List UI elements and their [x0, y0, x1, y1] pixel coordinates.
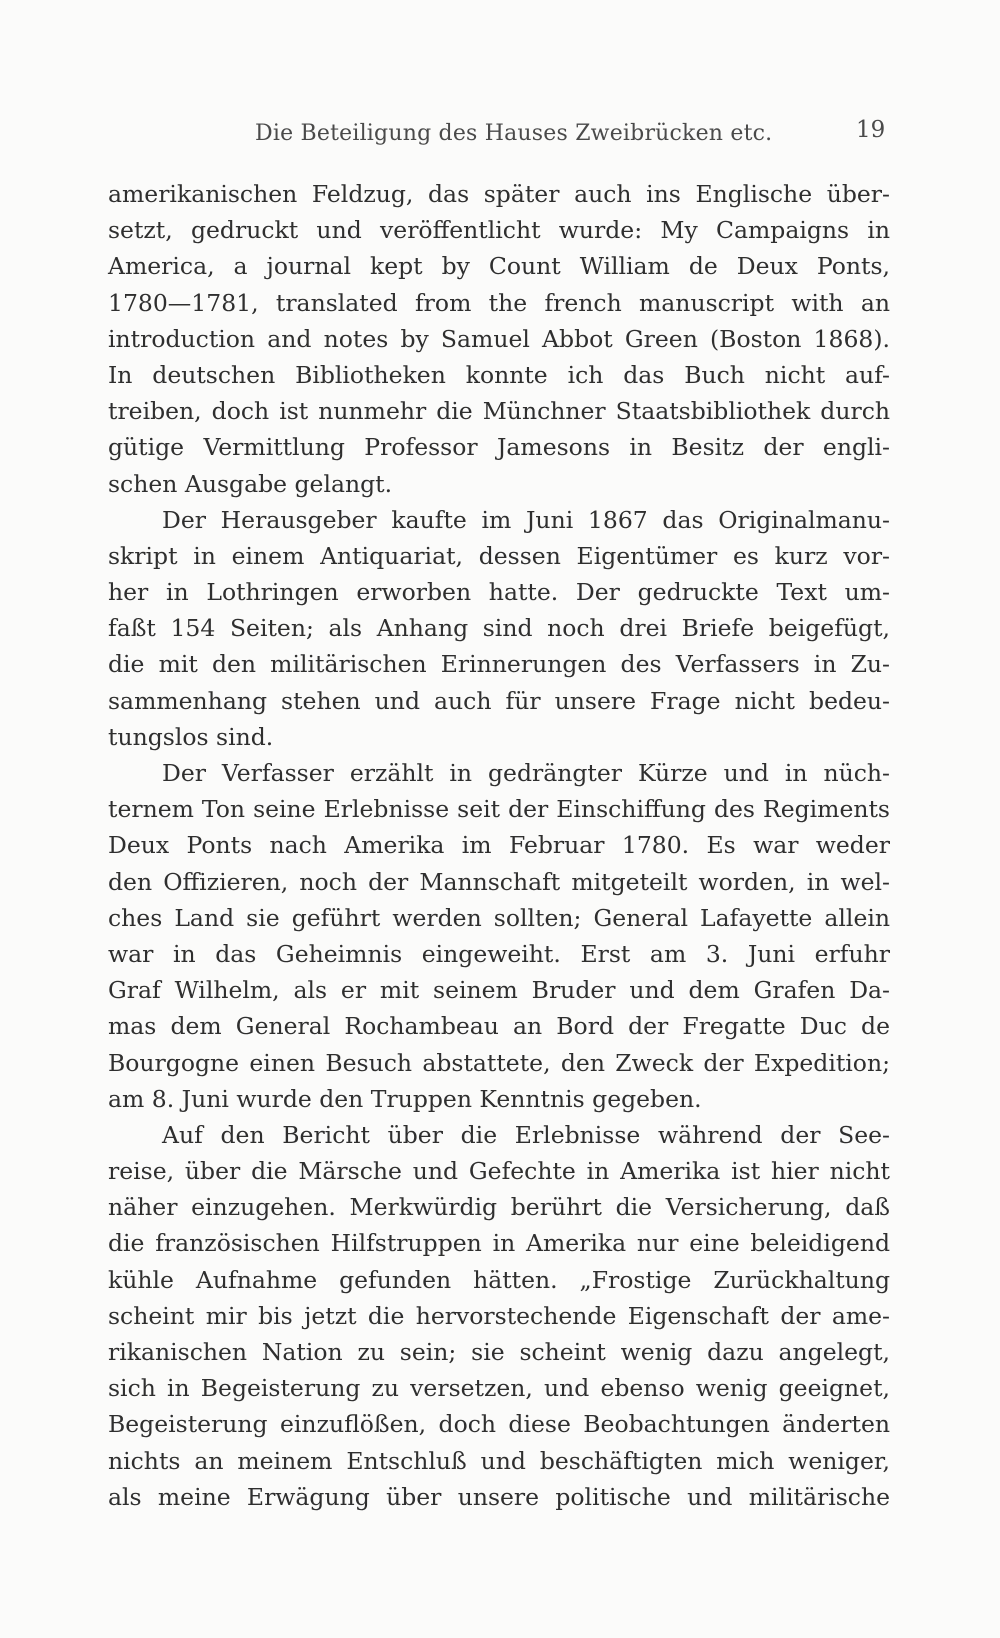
text-line: tungslos sind. [108, 722, 274, 751]
text-line: introduction and notes by Samuel Abbot Green (Boston 1868). [108, 324, 890, 353]
text-line: America, a journal kept by Count William de Deux Ponts, [108, 252, 890, 281]
body-text [108, 176, 890, 1515]
text-line: Begeisterung einzuflößen, doch diese Beobachtungen änderten [108, 1410, 890, 1439]
text-line: reise, über die Märsche und Gefechte in Amerika ist hier nicht [108, 1157, 890, 1186]
running-title: Die Beteiligung des Hauses Zweibrücken etc. [255, 121, 773, 146]
text-line: Graf Wilhelm, als er mit seinem Bruder und dem Grafen Da- [108, 976, 890, 1005]
text-line: setzt, gedruckt und veröffentlicht wurde: My Campaigns in [108, 216, 890, 245]
text-line: sich in Begeisterung zu versetzen, und ebenso wenig geeignet, [108, 1374, 890, 1403]
text-line: Auf den Bericht über die Erlebnisse während der See- [162, 1120, 890, 1149]
text-line: war in das Geheimnis eingeweiht. Erst am 3. Juni erfuhr [108, 939, 890, 968]
text-line: sammenhang stehen und auch für unsere Frage nicht bedeu- [108, 686, 890, 715]
text-line: 1780—1781, translated from the french manuscript with an [108, 288, 890, 317]
text-line: Der Verfasser erzählt in gedrängter Kürze und in nüch- [162, 759, 890, 787]
text-line: Der Herausgeber kaufte im Juni 1867 das Originalmanu- [162, 505, 890, 534]
text-line: ternem Ton seine Erlebnisse seit der Einschiffung des Regiments [108, 795, 890, 824]
text-line: am 8. Juni wurde den Truppen Kenntnis gegeben. [108, 1084, 702, 1113]
text-line: Bourgogne einen Besuch abstattete, den Zweck der Expedition; [108, 1048, 890, 1077]
text-line: skript in einem Antiquariat, dessen Eigentümer es kurz vor- [108, 541, 890, 570]
text-line: mas dem General Rochambeau an Bord der Fregatte Duc de [108, 1012, 890, 1041]
text-line: amerikanischen Feldzug, das später auch ins Englische über- [108, 180, 890, 208]
text-line: gütige Vermittlung Professor Jamesons in Besitz der engli- [108, 433, 890, 462]
text-line: In deutschen Bibliotheken konnte ich das Buch nicht auf- [108, 360, 890, 389]
text-line: kühle Aufnahme gefunden hätten. „Frostige Zurückhaltung [108, 1265, 890, 1294]
text-line: näher einzugehen. Merkwürdig berührt die Versicherung, daß [108, 1193, 890, 1222]
text-line: Deux Ponts nach Amerika im Februar 1780. Es war weder [108, 831, 890, 860]
text-line: als meine Erwägung über unsere politische und militärische [108, 1482, 890, 1511]
text-line: ches Land sie geführt werden sollten; General Lafayette allein [108, 903, 890, 932]
text-line: den Offizieren, noch der Mannschaft mitgeteilt worden, in wel- [108, 867, 890, 896]
text-line: scheint mir bis jetzt die hervorstechende Eigenschaft der ame- [108, 1301, 890, 1330]
text-line: rikanischen Nation zu sein; sie scheint wenig dazu angelegt, [108, 1338, 890, 1366]
text-line: schen Ausgabe gelangt. [108, 469, 393, 498]
text-line: her in Lothringen erworben hatte. Der gedruckte Text um- [108, 578, 890, 607]
text-line: treiben, doch ist nunmehr die Münchner Staatsbibliothek durch [108, 397, 890, 426]
text-line: faßt 154 Seiten; als Anhang sind noch drei Briefe beigefügt, [108, 614, 890, 643]
text-line: die französischen Hilfstruppen in Amerika nur eine beleidigend [108, 1229, 890, 1258]
text-line: die mit den militärischen Erinnerungen des Verfassers in Zu- [108, 650, 890, 679]
text-line: nichts an meinem Entschluß und beschäftigten mich weniger, [108, 1446, 890, 1475]
page-number: 19 [856, 117, 886, 143]
